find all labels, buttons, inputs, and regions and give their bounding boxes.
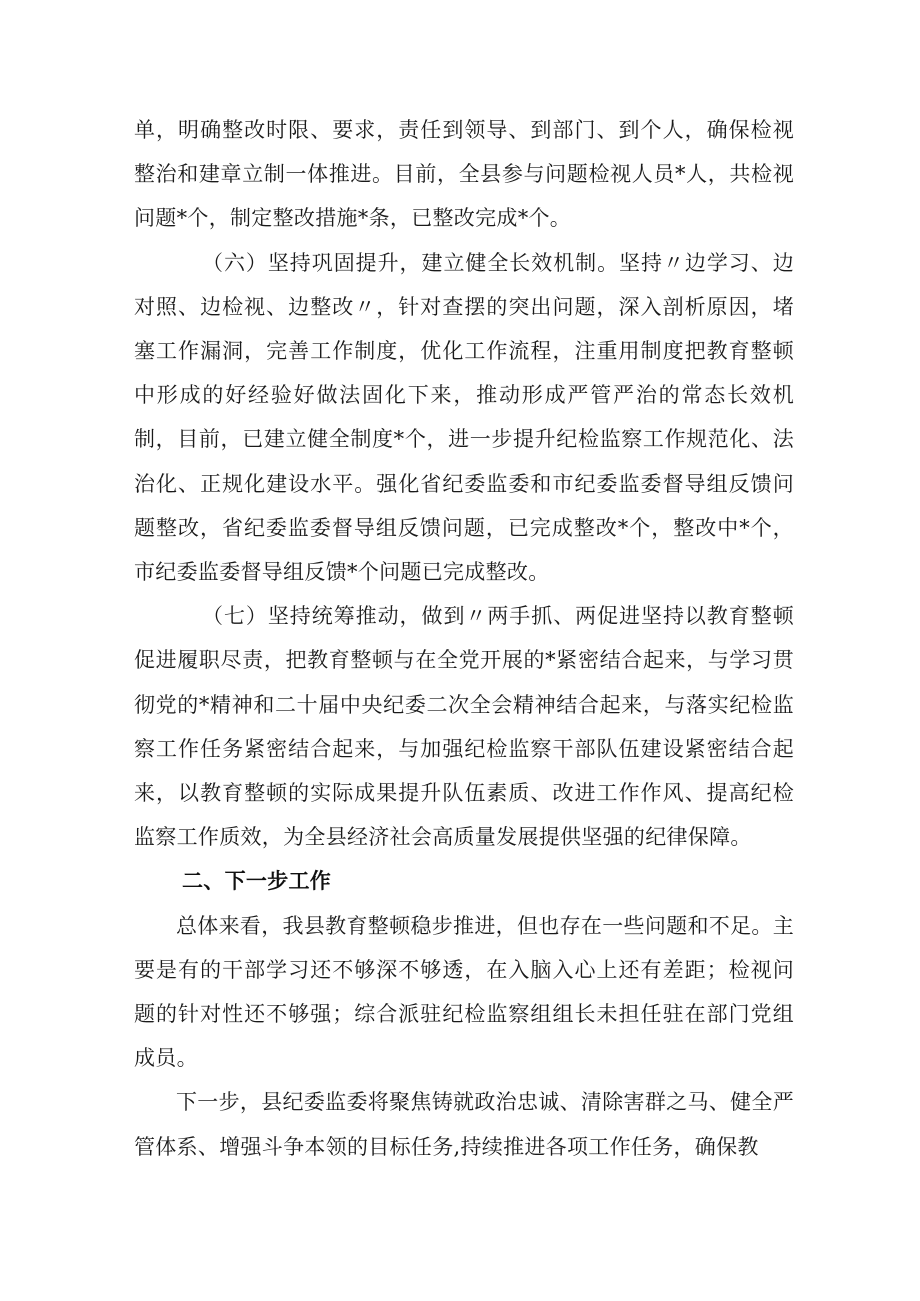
document-body <box>134 108 794 1169</box>
paragraph-section-six: （六）坚持巩固提升，建立健全长效机制。坚持〃边学习、边对照、边检视、边整改〃，针对查摆的突出问题，深入剖析原因，堵塞工作漏洞，完善工作制度，优化工作流程，注重用制度把教育整顿中形成的好经验好做法固化下来，推动形成严管严治的常态长效机制，目前，已建立健全制度*个，进一步提升纪检监察工作规范化、法治化、正规化建设水平。强化省纪委监委和市纪委监委督导组反馈问题整改，省纪委监委督导组反馈问题，已完成整改*个，整改中*个，市纪委监委督导组反馈*个问题已完成整改。 <box>134 250 794 585</box>
paragraph-next-step: 下一步，县纪委监委将聚焦铸就政治忠诚、清除害群之马、健全严管体系、增强斗争本领的目标任务,持续推进各项工作任务，确保教 <box>134 1090 794 1159</box>
section-heading-next-steps: 二、下一步工作 <box>182 869 332 894</box>
paragraph-section-seven: （七）坚持统筹推动，做到〃两手抓、两促进坚持以教育整顿促进履职尽责，把教育整顿与在全党开展的*紧密结合起来，与学习贯彻党的*精神和二十届中央纪委二次全会精神结合起来，与落实纪检监察工作任务紧密结合起来，与加强纪检监察干部队伍建设紧密结合起来，以教育整顿的实际成果提升队伍素质、改进工作作风、提高纪检监察工作质效，为全县经济社会高质量发展提供坚强的纪律保障。 <box>134 604 794 850</box>
paragraph-rectification-summary: 单，明确整改时限、要求，责任到领导、到部门、到个人，确保检视整治和建章立制一体推进。目前，全县参与问题检视人员*人，共检视问题*个，制定整改措施*条，已整改完成*个。 <box>134 118 794 231</box>
paragraph-overall-assessment: 总体来看，我县教育整顿稳步推进，但也存在一些问题和不足。主要是有的干部学习还不够深不够透，在入脑入心上还有差距；检视问题的针对性还不够强；综合派驻纪检监察组组长未担任驻在部门党组成员。 <box>134 913 794 1071</box>
